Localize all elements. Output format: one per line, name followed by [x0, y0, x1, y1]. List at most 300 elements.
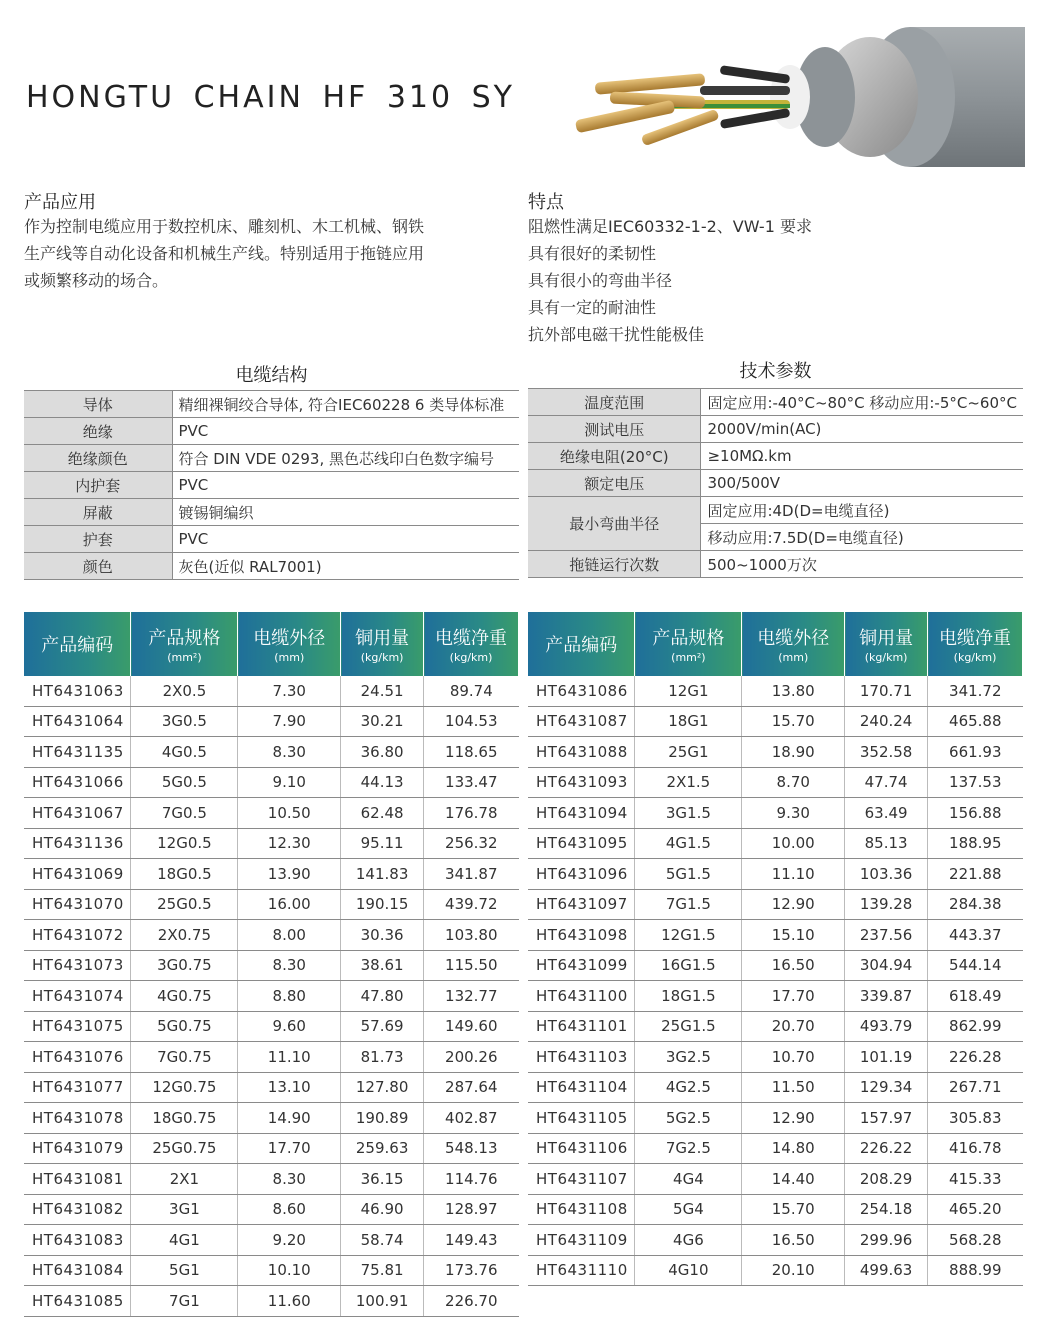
- table-row: [24, 950, 519, 981]
- table-cell: 443.37: [928, 920, 1023, 951]
- column-header: [845, 612, 928, 676]
- table-row: [528, 920, 1023, 951]
- column-header: [24, 612, 131, 676]
- table-cell: 176.78: [424, 798, 519, 829]
- table-row: [24, 1133, 519, 1164]
- table-cell: HT6431101: [528, 1011, 635, 1042]
- features-list: [528, 213, 812, 348]
- table-cell: 188.95: [928, 828, 1023, 859]
- table-cell: 7G0.75: [131, 1042, 238, 1073]
- table-cell: 304.94: [845, 950, 928, 981]
- table-cell: 12.30: [238, 828, 341, 859]
- tech-value: 300/500V: [701, 470, 1023, 497]
- structure-key: 内护套: [24, 472, 172, 499]
- structure-value: PVC: [172, 472, 519, 499]
- structure-value: PVC: [172, 526, 519, 553]
- table-cell: 101.19: [845, 1042, 928, 1073]
- table-cell: 18G1: [635, 706, 742, 737]
- structure-value: 镀锡铜编织: [172, 499, 519, 526]
- table-cell: 4G10: [635, 1255, 742, 1286]
- table-cell: 10.00: [742, 828, 845, 859]
- table-cell: HT6431085: [24, 1286, 131, 1317]
- table-cell: 12G1.5: [635, 920, 742, 951]
- structure-value: 精细裸铜绞合导体, 符合IEC60228 6 类导体标准: [172, 391, 519, 418]
- table-cell: 81.73: [341, 1042, 424, 1073]
- table-cell: HT6431075: [24, 1011, 131, 1042]
- table-row: [528, 1225, 1023, 1256]
- table-cell: 190.89: [341, 1103, 424, 1134]
- table-cell: 15.70: [742, 706, 845, 737]
- table-cell: 341.72: [928, 676, 1023, 706]
- table-cell: HT6431136: [24, 828, 131, 859]
- tech-key: 拖链运行次数: [528, 551, 701, 578]
- column-header: [341, 612, 424, 676]
- product-title: HONGTU CHAIN HF 310 SY: [26, 80, 515, 115]
- structure-key: 屏蔽: [24, 499, 172, 526]
- table-cell: 44.13: [341, 767, 424, 798]
- header-label: 电缆外径: [757, 628, 830, 649]
- table-cell: 256.32: [424, 828, 519, 859]
- table-cell: 139.28: [845, 889, 928, 920]
- table-cell: HT6431105: [528, 1103, 635, 1134]
- header-label: 铜用量: [859, 628, 914, 649]
- table-cell: 237.56: [845, 920, 928, 951]
- table-cell: HT6431109: [528, 1225, 635, 1256]
- table-cell: 149.43: [424, 1225, 519, 1256]
- table-cell: HT6431078: [24, 1103, 131, 1134]
- table-cell: 7.90: [238, 706, 341, 737]
- table-row: [24, 920, 519, 951]
- table-cell: 63.49: [845, 798, 928, 829]
- table-row: [24, 828, 519, 859]
- table-cell: HT6431110: [528, 1255, 635, 1286]
- table-cell: 12.90: [742, 889, 845, 920]
- table-cell: 170.71: [845, 676, 928, 706]
- table-row: [528, 859, 1023, 890]
- table-cell: 259.63: [341, 1133, 424, 1164]
- table-cell: HT6431084: [24, 1255, 131, 1286]
- table-cell: 18.90: [742, 737, 845, 768]
- tech-row: [528, 551, 1023, 578]
- table-row: [528, 1133, 1023, 1164]
- table-cell: HT6431107: [528, 1164, 635, 1195]
- table-cell: 415.33: [928, 1164, 1023, 1195]
- header-label: 产品规格: [148, 628, 221, 649]
- table-cell: 38.61: [341, 950, 424, 981]
- table-cell: 200.26: [424, 1042, 519, 1073]
- tech-row: [528, 470, 1023, 497]
- table-cell: 3G0.5: [131, 706, 238, 737]
- table-row: [528, 889, 1023, 920]
- structure-key: 导体: [24, 391, 172, 418]
- structure-key: 颜色: [24, 553, 172, 580]
- table-cell: HT6431104: [528, 1072, 635, 1103]
- table-cell: 11.50: [742, 1072, 845, 1103]
- table-cell: 14.80: [742, 1133, 845, 1164]
- application-text: [24, 213, 424, 294]
- table-cell: 157.97: [845, 1103, 928, 1134]
- table-cell: HT6431095: [528, 828, 635, 859]
- table-cell: 3G2.5: [635, 1042, 742, 1073]
- table-cell: 8.80: [238, 981, 341, 1012]
- table-cell: 618.49: [928, 981, 1023, 1012]
- header-unit: (mm²): [167, 651, 202, 664]
- table-cell: HT6431108: [528, 1194, 635, 1225]
- table-cell: 103.80: [424, 920, 519, 951]
- table-cell: HT6431063: [24, 676, 131, 706]
- table-cell: 7G1.5: [635, 889, 742, 920]
- tech-value: 固定应用:4D(D=电缆直径): [701, 497, 1023, 524]
- table-cell: 100.91: [341, 1286, 424, 1317]
- table-cell: 208.29: [845, 1164, 928, 1195]
- table-cell: 439.72: [424, 889, 519, 920]
- table-cell: 4G0.75: [131, 981, 238, 1012]
- header-unit: (mm): [274, 651, 305, 664]
- table-cell: 18G1.5: [635, 981, 742, 1012]
- table-cell: 416.78: [928, 1133, 1023, 1164]
- structure-heading: 电缆结构: [235, 365, 308, 386]
- table-cell: 299.96: [845, 1225, 928, 1256]
- header-unit: (kg/km): [360, 651, 404, 664]
- table-cell: 104.53: [424, 706, 519, 737]
- structure-value: 符合 DIN VDE 0293, 黑色芯线印白色数字编号: [172, 445, 519, 472]
- table-cell: 46.90: [341, 1194, 424, 1225]
- table-cell: 5G1: [131, 1255, 238, 1286]
- table-row: [528, 798, 1023, 829]
- table-cell: 7G0.5: [131, 798, 238, 829]
- table-cell: 7G2.5: [635, 1133, 742, 1164]
- table-cell: HT6431097: [528, 889, 635, 920]
- tech-row: [528, 443, 1023, 470]
- column-header: [528, 612, 635, 676]
- table-cell: 5G4: [635, 1194, 742, 1225]
- table-row: [528, 1164, 1023, 1195]
- tech-row: [528, 497, 1023, 524]
- header-unit: (kg/km): [449, 651, 493, 664]
- table-cell: 4G6: [635, 1225, 742, 1256]
- table-cell: 4G1: [131, 1225, 238, 1256]
- table-cell: HT6431098: [528, 920, 635, 951]
- table-cell: 16G1.5: [635, 950, 742, 981]
- table-cell: 8.30: [238, 950, 341, 981]
- header-label: 产品规格: [652, 628, 725, 649]
- table-cell: 15.70: [742, 1194, 845, 1225]
- table-cell: HT6431135: [24, 737, 131, 768]
- table-cell: 4G1.5: [635, 828, 742, 859]
- table-row: [24, 1103, 519, 1134]
- table-row: [528, 737, 1023, 768]
- table-cell: 8.60: [238, 1194, 341, 1225]
- table-cell: 17.70: [238, 1133, 341, 1164]
- tech-value: 500~1000万次: [701, 551, 1023, 578]
- table-cell: 2X1.5: [635, 767, 742, 798]
- table-cell: 114.76: [424, 1164, 519, 1195]
- table-cell: 8.30: [238, 1164, 341, 1195]
- table-cell: 10.70: [742, 1042, 845, 1073]
- application-line: 或频繁移动的场合。: [24, 271, 169, 290]
- table-cell: 9.20: [238, 1225, 341, 1256]
- table-cell: HT6431069: [24, 859, 131, 890]
- table-cell: 5G0.5: [131, 767, 238, 798]
- table-cell: 5G1.5: [635, 859, 742, 890]
- table-cell: HT6431067: [24, 798, 131, 829]
- table-cell: 226.22: [845, 1133, 928, 1164]
- table-cell: 544.14: [928, 950, 1023, 981]
- table-cell: 287.64: [424, 1072, 519, 1103]
- table-row: [24, 981, 519, 1012]
- table-cell: 13.10: [238, 1072, 341, 1103]
- table-cell: HT6431073: [24, 950, 131, 981]
- table-cell: 137.53: [928, 767, 1023, 798]
- table-cell: 14.40: [742, 1164, 845, 1195]
- table-cell: 62.48: [341, 798, 424, 829]
- table-cell: HT6431082: [24, 1194, 131, 1225]
- table-cell: 18G0.5: [131, 859, 238, 890]
- header-label: 铜用量: [355, 628, 410, 649]
- table-cell: 888.99: [928, 1255, 1023, 1286]
- features-heading: 特点: [528, 192, 564, 213]
- table-cell: 661.93: [928, 737, 1023, 768]
- tech-row: [528, 416, 1023, 443]
- structure-key: 绝缘颜色: [24, 445, 172, 472]
- table-cell: 129.34: [845, 1072, 928, 1103]
- table-row: [24, 1255, 519, 1286]
- table-cell: 267.71: [928, 1072, 1023, 1103]
- table-cell: 352.58: [845, 737, 928, 768]
- feature-item: 具有很小的弯曲半径: [528, 271, 673, 290]
- table-cell: 548.13: [424, 1133, 519, 1164]
- table-cell: 4G2.5: [635, 1072, 742, 1103]
- tech-value: ≥10MΩ.km: [701, 443, 1023, 470]
- table-cell: 25G0.5: [131, 889, 238, 920]
- structure-row: [24, 526, 519, 553]
- column-header: [928, 612, 1023, 676]
- table-cell: 240.24: [845, 706, 928, 737]
- table-cell: 16.00: [238, 889, 341, 920]
- structure-value: 灰色(近似 RAL7001): [172, 553, 519, 580]
- table-cell: HT6431093: [528, 767, 635, 798]
- table-cell: 47.74: [845, 767, 928, 798]
- table-cell: 4G4: [635, 1164, 742, 1195]
- table-cell: 12.90: [742, 1103, 845, 1134]
- structure-table: [24, 390, 519, 580]
- table-cell: 20.10: [742, 1255, 845, 1286]
- table-cell: 103.36: [845, 859, 928, 890]
- table-row: [528, 706, 1023, 737]
- table-cell: 465.88: [928, 706, 1023, 737]
- table-cell: 14.90: [238, 1103, 341, 1134]
- table-cell: 18G0.75: [131, 1103, 238, 1134]
- application-heading: 产品应用: [24, 192, 96, 213]
- tech-key: 最小弯曲半径: [528, 497, 701, 551]
- table-cell: 3G1: [131, 1194, 238, 1225]
- table-cell: HT6431100: [528, 981, 635, 1012]
- table-row: [24, 798, 519, 829]
- table-cell: HT6431083: [24, 1225, 131, 1256]
- table-cell: 226.28: [928, 1042, 1023, 1073]
- table-row: [528, 1194, 1023, 1225]
- table-row: [528, 1011, 1023, 1042]
- tech-key: 测试电压: [528, 416, 701, 443]
- table-cell: 141.83: [341, 859, 424, 890]
- header-unit: (kg/km): [864, 651, 908, 664]
- header-unit: (kg/km): [953, 651, 997, 664]
- table-cell: 36.15: [341, 1164, 424, 1195]
- table-cell: 25G1.5: [635, 1011, 742, 1042]
- tech-row: [528, 389, 1023, 416]
- table-row: [24, 1164, 519, 1195]
- table-cell: HT6431066: [24, 767, 131, 798]
- table-cell: 149.60: [424, 1011, 519, 1042]
- table-cell: 7.30: [238, 676, 341, 706]
- tech-key: 绝缘电阻(20°C): [528, 443, 701, 470]
- table-cell: 226.70: [424, 1286, 519, 1317]
- table-cell: 133.47: [424, 767, 519, 798]
- table-cell: 305.83: [928, 1103, 1023, 1134]
- structure-key: 绝缘: [24, 418, 172, 445]
- table-cell: HT6431077: [24, 1072, 131, 1103]
- column-header: [635, 612, 742, 676]
- table-cell: 254.18: [845, 1194, 928, 1225]
- table-cell: 12G0.5: [131, 828, 238, 859]
- table-cell: 8.30: [238, 737, 341, 768]
- table-cell: 5G2.5: [635, 1103, 742, 1134]
- table-cell: 25G1: [635, 737, 742, 768]
- table-row: [24, 1225, 519, 1256]
- table-cell: HT6431086: [528, 676, 635, 706]
- table-cell: 8.00: [238, 920, 341, 951]
- table-cell: HT6431096: [528, 859, 635, 890]
- table-cell: 9.30: [742, 798, 845, 829]
- table-cell: 9.60: [238, 1011, 341, 1042]
- table-cell: 89.74: [424, 676, 519, 706]
- table-cell: HT6431106: [528, 1133, 635, 1164]
- table-cell: 58.74: [341, 1225, 424, 1256]
- structure-value: PVC: [172, 418, 519, 445]
- table-cell: 499.63: [845, 1255, 928, 1286]
- table-cell: HT6431099: [528, 950, 635, 981]
- table-cell: 156.88: [928, 798, 1023, 829]
- table-row: [24, 1072, 519, 1103]
- table-cell: 10.50: [238, 798, 341, 829]
- header-unit: (mm²): [671, 651, 706, 664]
- table-cell: 2X0.5: [131, 676, 238, 706]
- column-header: [131, 612, 238, 676]
- product-table-left: [24, 612, 519, 1317]
- table-row: [24, 767, 519, 798]
- table-row: [24, 889, 519, 920]
- table-row: [528, 676, 1023, 706]
- table-cell: 25G0.75: [131, 1133, 238, 1164]
- table-cell: HT6431088: [528, 737, 635, 768]
- table-cell: 2X0.75: [131, 920, 238, 951]
- column-header: [238, 612, 341, 676]
- tech-key: 温度范围: [528, 389, 701, 416]
- table-cell: 221.88: [928, 859, 1023, 890]
- table-cell: 75.81: [341, 1255, 424, 1286]
- cable-image: [570, 22, 1025, 172]
- table-cell: HT6431081: [24, 1164, 131, 1195]
- table-row: [24, 1042, 519, 1073]
- table-cell: HT6431079: [24, 1133, 131, 1164]
- table-cell: 115.50: [424, 950, 519, 981]
- table-cell: 30.36: [341, 920, 424, 951]
- tech-key: 额定电压: [528, 470, 701, 497]
- table-cell: 5G0.75: [131, 1011, 238, 1042]
- table-cell: 8.70: [742, 767, 845, 798]
- table-cell: 11.10: [238, 1042, 341, 1073]
- product-table-right: [528, 612, 1023, 1286]
- feature-item: 具有一定的耐油性: [528, 298, 657, 317]
- table-cell: 284.38: [928, 889, 1023, 920]
- table-row: [528, 1042, 1023, 1073]
- table-row: [528, 828, 1023, 859]
- table-cell: 13.90: [238, 859, 341, 890]
- table-cell: HT6431072: [24, 920, 131, 951]
- header-unit: (mm): [778, 651, 809, 664]
- table-row: [24, 1286, 519, 1317]
- table-row: [24, 706, 519, 737]
- table-cell: 568.28: [928, 1225, 1023, 1256]
- table-cell: HT6431064: [24, 706, 131, 737]
- table-cell: HT6431087: [528, 706, 635, 737]
- table-cell: 16.50: [742, 950, 845, 981]
- table-cell: 12G1: [635, 676, 742, 706]
- table-row: [24, 676, 519, 706]
- table-cell: 402.87: [424, 1103, 519, 1134]
- table-cell: 118.65: [424, 737, 519, 768]
- table-cell: 20.70: [742, 1011, 845, 1042]
- table-row: [528, 1103, 1023, 1134]
- header-label: 产品编码: [545, 635, 618, 656]
- tech-value: 2000V/min(AC): [701, 416, 1023, 443]
- table-row: [24, 1194, 519, 1225]
- table-cell: HT6431074: [24, 981, 131, 1012]
- column-header: [742, 612, 845, 676]
- table-cell: 339.87: [845, 981, 928, 1012]
- table-row: [24, 1011, 519, 1042]
- tech-table: [528, 388, 1023, 578]
- table-cell: 173.76: [424, 1255, 519, 1286]
- table-row: [528, 1255, 1023, 1286]
- table-cell: 3G1.5: [635, 798, 742, 829]
- structure-row: [24, 445, 519, 472]
- table-cell: HT6431076: [24, 1042, 131, 1073]
- table-cell: 7G1: [131, 1286, 238, 1317]
- table-cell: 11.60: [238, 1286, 341, 1317]
- table-cell: HT6431070: [24, 889, 131, 920]
- table-cell: 3G0.75: [131, 950, 238, 981]
- table-cell: 9.10: [238, 767, 341, 798]
- table-cell: 4G0.5: [131, 737, 238, 768]
- table-cell: 341.87: [424, 859, 519, 890]
- application-line: 生产线等自动化设备和机械生产线。特别适用于拖链应用: [24, 244, 425, 263]
- table-cell: 493.79: [845, 1011, 928, 1042]
- table-cell: 862.99: [928, 1011, 1023, 1042]
- table-row: [24, 737, 519, 768]
- table-row: [24, 859, 519, 890]
- structure-row: [24, 472, 519, 499]
- application-line: 作为控制电缆应用于数控机床、雕刻机、木工机械、钢铁: [24, 217, 425, 236]
- table-row: [528, 981, 1023, 1012]
- table-cell: 24.51: [341, 676, 424, 706]
- table-cell: 12G0.75: [131, 1072, 238, 1103]
- table-cell: 15.10: [742, 920, 845, 951]
- structure-key: 护套: [24, 526, 172, 553]
- header-label: 电缆外径: [253, 628, 326, 649]
- table-cell: 2X1: [131, 1164, 238, 1195]
- tech-value: 移动应用:7.5D(D=电缆直径): [701, 524, 1023, 551]
